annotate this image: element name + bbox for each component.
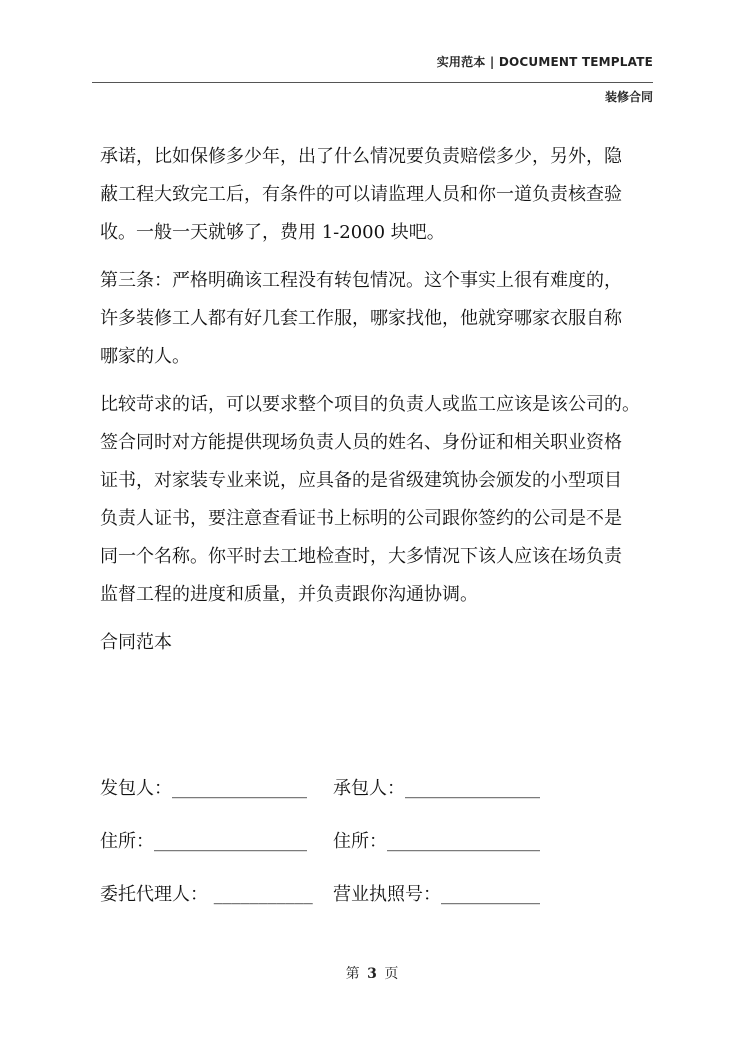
text-line: 证书，对家装专业来说，应具备的是省级建筑协会颁发的小型项目	[100, 470, 622, 491]
form-row-parties	[100, 770, 540, 823]
page-suffix: 页	[384, 966, 399, 982]
header-doc-title: 装修合同	[604, 90, 653, 104]
paragraph-responsible-person	[100, 386, 660, 614]
page-number	[0, 963, 744, 983]
text-line: 负责人证书，要注意查看证书上标明的公司跟你签约的公司是不是	[100, 508, 622, 529]
text-line: 签合同时对方能提供现场负责人员的姓名、身份证和相关职业资格	[100, 432, 622, 453]
employer-address-field: 住所：_________________	[100, 831, 307, 852]
employer-field: 发包人：_______________	[100, 778, 307, 799]
form-row-address	[100, 823, 540, 876]
agent-field: 委托代理人： ___________	[100, 884, 313, 905]
contractor-address-field: 住所：_________________	[333, 831, 540, 852]
contract-form	[100, 770, 540, 929]
business-license-field: 营业执照号：___________	[333, 884, 540, 905]
header-divider	[92, 82, 653, 83]
text-line: 许多装修工人都有好几套工作服，哪家找他，他就穿哪家衣服自称	[100, 308, 622, 329]
text-line: 收。一般一天就够了，费用 1-2000 块吧。	[100, 222, 445, 243]
text-line: 比较苛求的话，可以要求整个项目的负责人或监工应该是该公司的。	[100, 394, 640, 415]
form-row-agent	[100, 876, 540, 929]
text-line: 哪家的人。	[100, 346, 190, 367]
page-prefix: 第	[345, 966, 360, 982]
header-brand: 实用范本 | DOCUMENT TEMPLATE	[436, 55, 653, 69]
text-line: 第三条：严格明确该工程没有转包情况。这个事实上很有难度的，	[100, 270, 622, 291]
text-line: 同一个名称。你平时去工地检查时，大多情况下该人应该在场负责	[100, 546, 622, 567]
paragraph-article-three	[100, 262, 660, 376]
section-title: 合同范本	[100, 632, 172, 653]
text-line: 蔽工程大致完工后，有条件的可以请监理人员和你一道负责核查验	[100, 184, 622, 205]
text-line: 承诺，比如保修多少年，出了什么情况要负责赔偿多少，另外，隐	[100, 146, 622, 167]
paragraph-warranty	[100, 138, 660, 252]
contractor-field: 承包人：_______________	[333, 778, 540, 799]
text-line: 监督工程的进度和质量，并负责跟你沟通协调。	[100, 584, 478, 605]
page-number-value: 3	[367, 966, 377, 982]
document-body	[100, 138, 660, 662]
